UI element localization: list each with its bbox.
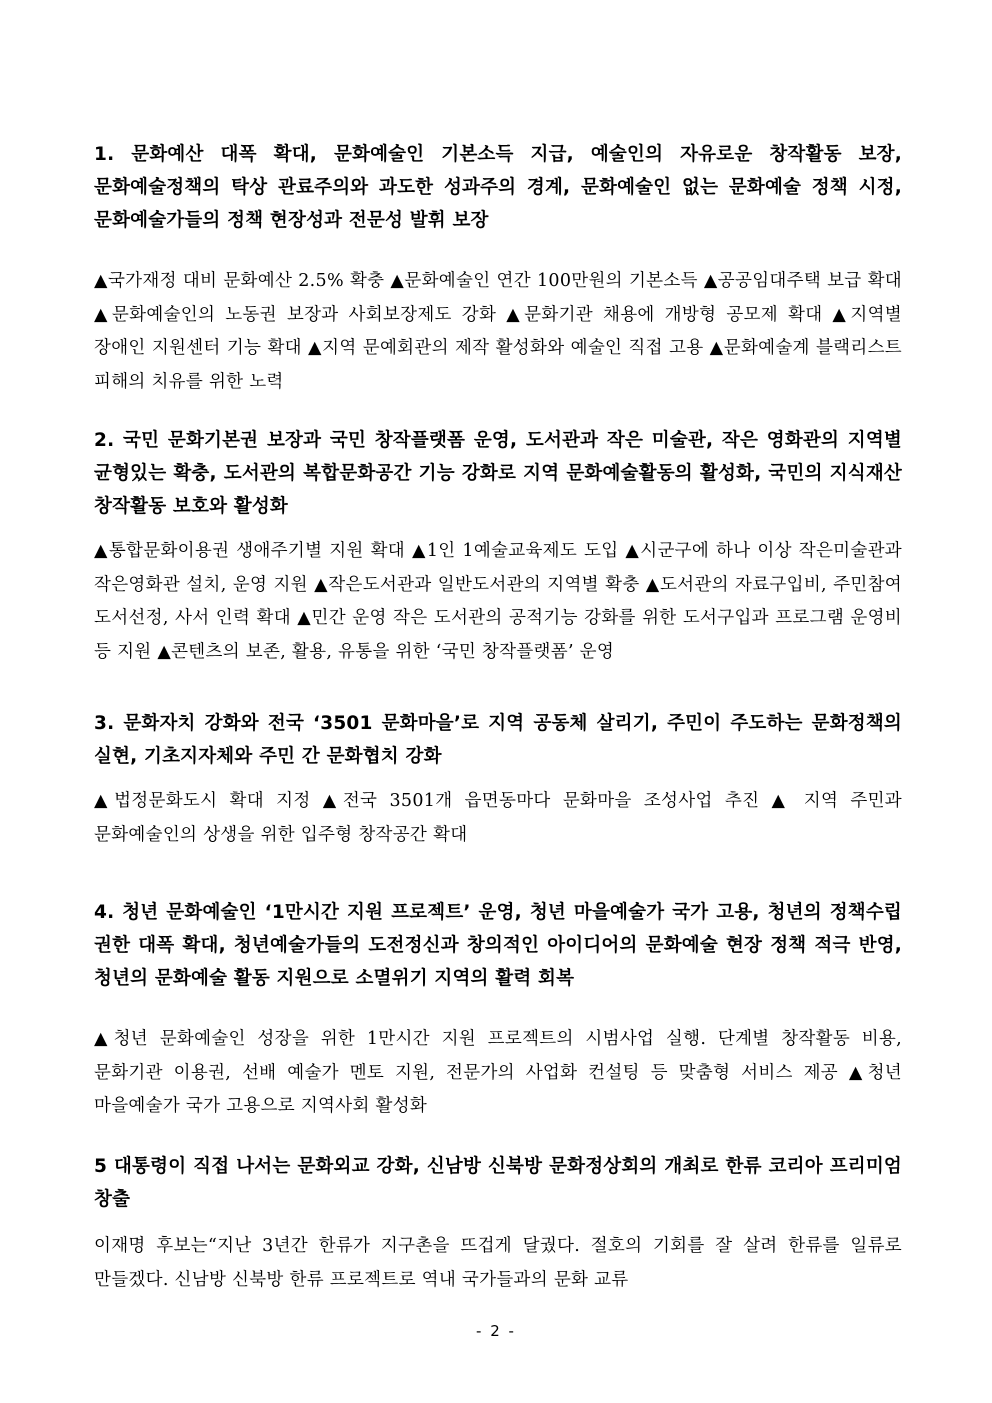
section-2-body: ▲통합문화이용권 생애주기별 지원 확대 ▲1인 1예술교육제도 도입 ▲시군구에 하나 이상 작은미술관과 작은영화관 설치, 운영 지원 ▲작은도서관과 일반도서관의 지역별 확충 ▲도서관의 자료구입비, 주민참여 도서선정, 사서 인력 확대 ▲민간 운영 작은 도서관의 공적기능 강화를 위한 도서구입과 프로그램 운영비 등 지원 ▲콘텐츠의 보존, 활용, 유통을 위한 ‘국민 창작플랫폼’ 운영 [94, 541, 902, 662]
section-4-heading: 4. 청년 문화예술인 ‘1만시간 지원 프로젝트’ 운영, 청년 마을예술가 국가 고용, 청년의 정책수립 권한 대폭 확대, 청년예술가들의 도전정신과 창의적인 아이디어의 문화예술 현장 정책 적극 반영, 청년의 문화예술 활동 지원으로 소멸위기 지역의 활력 회복 [94, 902, 902, 989]
section-3-body: ▲법정문화도시 확대 지정 ▲전국 3501개 읍면동마다 문화마을 조성사업 추진 ▲ 지역 주민과 문화예술인의 상생을 위한 입주형 창작공간 확대 [94, 791, 902, 845]
section-1-body: ▲국가재정 대비 문화예산 2.5% 확충 ▲문화예술인 연간 100만원의 기본소득 ▲공공임대주택 보급 확대 ▲문화예술인의 노동권 보장과 사회보장제도 강화 ▲문화기관 채용에 개방형 공모제 확대 ▲지역별 장애인 지원센터 기능 확대 ▲지역 문예회관의 제작 활성화와 예술인 직접 고용 ▲문화예술계 블랙리스트 피해의 치유를 위한 노력 [94, 271, 902, 392]
section-2-heading: 2. 국민 문화기본권 보장과 국민 창작플랫폼 운영, 도서관과 작은 미술관, 작은 영화관의 지역별 균형있는 확충, 도서관의 복합문화공간 기능 강화로 지역 문화예술활동의 활성화, 국민의 지식재산 창작활동 보호와 활성화 [94, 430, 902, 517]
section-4-body: ▲청년 문화예술인 성장을 위한 1만시간 지원 프로젝트의 시범사업 실행. 단계별 창작활동 비용, 문화기관 이용권, 선배 예술가 멘토 지원, 전문가의 사업화 컨설팅 등 맞춤형 서비스 제공 ▲청년 마을예술가 국가 고용으로 지역사회 활성화 [94, 1029, 902, 1116]
section-5-heading: 5 대통령이 직접 나서는 문화외교 강화, 신남방 신북방 문화정상회의 개최로 한류 코리아 프리미엄 창출 [94, 1156, 902, 1210]
section-1-heading: 1. 문화예산 대폭 확대, 문화예술인 기본소득 지급, 예술인의 자유로운 창작활동 보장, 문화예술정책의 탁상 관료주의와 과도한 성과주의 경계, 문화예술인 없는 문화예술 정책 시정, 문화예술가들의 정책 현장성과 전문성 발휘 보장 [94, 144, 902, 231]
page-number: - 2 - [476, 1322, 516, 1340]
section-3-heading: 3. 문화자치 강화와 전국 ‘3501 문화마을’로 지역 공동체 살리기, 주민이 주도하는 문화정책의 실현, 기초지자체와 주민 간 문화협치 강화 [94, 713, 902, 767]
section-5-body: 이재명 후보는“지난 3년간 한류가 지구촌을 뜨겁게 달궜다. 절호의 기회를 잘 살려 한류를 일류로 만들겠다. 신남방 신북방 한류 프로젝트로 역내 국가들과의 문화 교류 [94, 1236, 902, 1290]
